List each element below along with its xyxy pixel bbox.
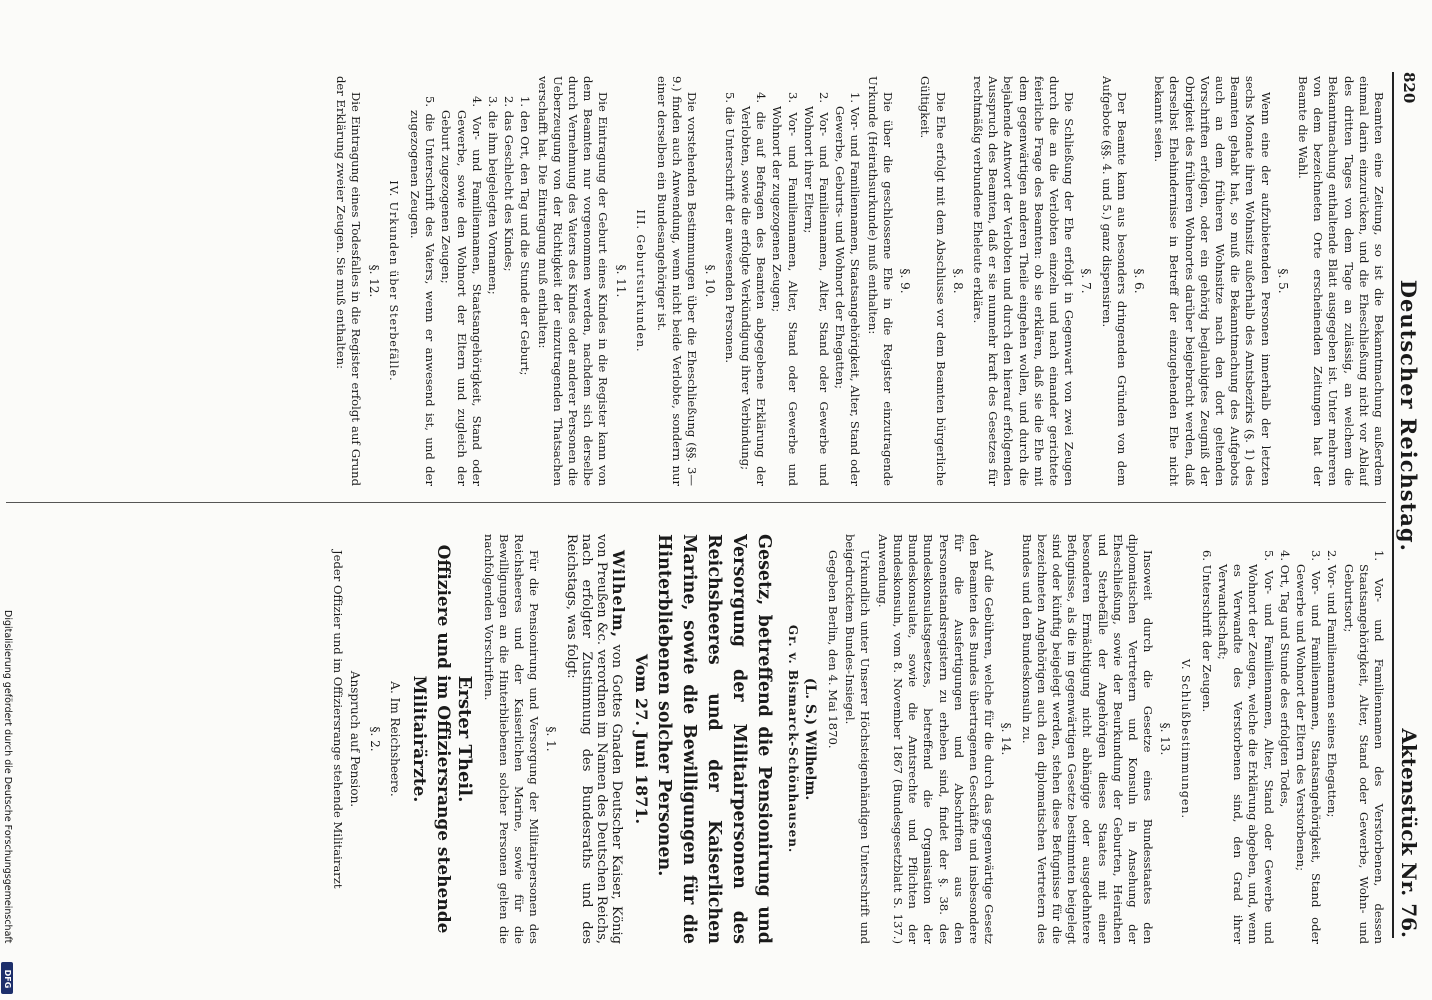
law-title: Gesetz, betreffend die Pensionirung und Versorgung der Militairpersonen des Reichsheeres und der Kaiserlichen Marine, sowie die Bewilligungen für die Hinterbliebenen solcher Personen. [654,534,775,944]
section-heading: §. 13. [1158,722,1173,756]
section-heading: §. 8. [950,268,965,294]
section-heading: §. 2. [368,726,383,752]
law-date: Vom 27. Juni 1871. [632,653,652,825]
emperor-name: Wilhelm, [609,550,629,639]
left-column [6,76,1386,486]
attestation: Urkundlich unter Unserer Höchsteigenhändigen Unterschrift und beigedrucktem Bundes-Insiegel. [843,534,873,944]
section-text: Der Beamte kann aus besonders dringenden Gründen von dem Aufgebote (§§. 4. und 5.) ganz dispensiren. [1099,76,1129,486]
part-heading: IV. Urkunden über Sterbefälle. [386,180,400,382]
section-text: Wenn eine der aufzubietenden Personen innerhalb der letzten sechs Monate ihren Wohnsitz außerhalb des Amtsbezirks (§. 1) des Beamten gehabt hat, so muß die Bekanntmachung des Aufgebots auch an dem früheren Wohnsitze nach den dort geltenden Vorschriften erfolgen, oder ein gehörig beglaubigtes Zeugniß der Obrigkeit des früheren Wohnortes darüber beigebracht werden, daß derselbst Ehehindernisse in Betreff der einzugehenden Ehe nicht bekannt seien. [1152,76,1273,486]
dfg-logo [1,962,13,994]
seal-mark: (L. S.) [801,677,818,726]
section-text: Auf die Gebühren, welche für die durch das gegenwärtige Gesetz den Beamten des Bundes übertragenen Geschäfte und insbesondere für die Ausfertigungen und Abschriften aus den Personenstandsregistern zu erheben sind, findet der §. 38. des Bundeskonsulatsgesetzes, betreffend die Organisation der Bundeskonsulate, sowie die Amtsrechte und Pflichten der Bundeskonsuln, vom 8. November 1867 (Bundesgesetzblatt S. 137.) Anwendung. [875,534,997,944]
part-subtitle: Offiziere und im Offiziersrange stehende Militairärzte. [409,544,454,934]
part-heading: V. Schlußbestimmungen. [1178,658,1192,820]
signature: Wilhelm. [801,729,818,801]
section-heading: §. 9. [898,268,913,294]
digitization-text: Digitalisierung gefördert durch die Deutsche Forschungsgemeinschaft [2,610,13,944]
section-text: Die Schließung der Ehe erfolgt in Gegenwart von zwei Zeugen durch die an die Verlobten einzeln und nach einander gerichtete feierliche Frage des Beamten: ob sie erklären, daß sie die Ehe mit dem gegenwärtigen anderen Theile eingehen wollen, und durch die bejahende Antwort der Verlobten und durch den hierauf erfolgenden Ausspruch des Beamten, daß er sie nunmehr kraft des Gesetzes für rechtmäßig verbundene Eheleute erkläre. [970,76,1077,486]
list-item: 5. die Unterschrift der anwesenden Personen. [722,92,737,363]
publication-title: Deutscher Reichstag. [1396,279,1422,552]
page-number: 820 [1400,72,1418,104]
list-item: 5. die Unterschrift des Vaters, wenn er anwesend ist, und der zugezogenen Zeugen. [408,96,438,486]
list-item: 3. Vor- und Familiennamen, Alter, Stand oder Gewerbe und Wohnort der zugezogenen Zeugen; [770,92,800,486]
part-heading: III. Geburtsurkunden. [633,209,647,353]
section-text: Die Eintragung eines Todesfalles in die Register erfolgt auf Grund der Erklärung zweier Zeugen. Sie muß enthalten: [334,76,364,486]
intro-paragraph: Beamten eine Zeitung, so ist die Bekanntmachung außerdem einmal darin einzurücken, und die Eheschließung nicht vor Ablauf des dritten Tages von dem Tage an zulässig, an welchem die Bekanntmachung enthaltende Blatt ausgegeben ist. Unter mehreren von dem bezeichneten Orte erscheinenden Zeitungen hat der Beamte die Wahl. [1295,76,1386,486]
section-text: Insoweit durch die Gesetze eines Bundesstaates den diplomatischen Vertretern und Konsuln in Ansehung der Eheschließung, sowie der Beurkundung der Geburten, Heirathen und Sterbefälle der Angehörigen dieses Staates mit einer besonderen Ermächtigung nicht abhängige oder ausgedehntere Befugnisse, als die im gegenwärtigen Gesetze bestimmten beigelegt sind oder künftig beigelegt werden, stehen diese Befugnisse für die bezeichneten Angehörigen auch den diplomatischen Vertretern des Bundes und den Bundeskonsuln zu. [1019,534,1156,944]
section-heading: §. 6. [1131,268,1146,294]
countersignature: Gr. v. Bismarck-Schönhausen. [785,624,800,854]
list-item: 3. Vor- und Familiennamen, Staatsangehörigkeit, Stand oder Gewerbe und Wohnort der Eltern des Verstorbenen; [1293,550,1324,944]
list-item: 2. Vor- und Familiennamen, Alter, Stand oder Gewerbe und Wohnort ihrer Eltern; [801,92,832,486]
list-item: 4. Vor- und Familiennamen, Staatsangehörigkeit, Stand oder Gewerbe, sowie den Wohnort der Eltern und zugleich der Geburt zugezogenen Zeugen; [439,96,484,486]
section-text: Die vorstehenden Bestimmungen über die Eheschließung (§§. 3—9.) finden auch Anwendung, wenn nicht beide Verlobte, sondern nur einer derselben ein Bundesangehöriger ist. [655,76,700,486]
section-text: Jeder Offizier und im Offiziersrange stehende Militairarzt [330,550,345,889]
column-divider [6,502,1386,503]
list-item: 5. Vor- und Familiennamen, Alter, Stand oder Gewerbe und Wohnort der Zeugen, welche die Erklärung abgeben, und, wenn es Verwandte des Verstorbenen sind, den Grad ihrer Verwandtschaft; [1215,550,1276,944]
section-heading: §. 10. [702,264,717,298]
digitization-note [0,610,14,1000]
document-number: Aktenstück Nr. 76. [1397,728,1421,938]
list-item: 1. Vor- und Familiennamen des Verstorbenen, dessen Staatsangehörigkeit, Alter, Stand oder Gewerbe, Wohn- und Geburtsort; [1341,550,1386,944]
date-place: Gegeben Berlin, den 4. Mai 1870. [826,550,841,749]
list-item: 4. die auf Befragen des Beamten abgegebene Erklärung der Verlobten, sowie die erfolgte Verkündigung ihrer Verbindung; [739,92,769,486]
section-heading: §. 14. [999,722,1014,756]
list-item: 6. Unterschrift der Zeugen. [1199,550,1214,713]
section-text: Die über die geschlossene Ehe in die Register einzutragende Urkunde (Heirathsurkunde) muß enthalten: [865,76,895,486]
section-text: Für die Pensionirung und Versorgung der Militairpersonen des Reichsheeres und der Kaiserlichen Marine, sowie für die Bewilligungen an die Hinterbliebenen solcher Personen gelten die nachfolgenden Vorschriften. [481,534,542,944]
signature-block [802,534,817,944]
section-heading: §. 11. [613,264,628,298]
section-heading: §. 5. [1275,268,1290,294]
list-item: 1. Vor- und Familiennamen, Staatsangehörigkeit, Alter, Stand oder Gewerbe, Geburts- und Wohnort der Ehegatten; [833,92,863,486]
page-header [1392,72,1424,938]
enactment-text: von Gottes Gnaden Deutscher Kaiser, König von Preußen &c. verordnen im Namen des Deutschen Reichs, nach erfolgter Zustimmung des Bundesraths und des Reichstags, was folgt: [563,534,625,944]
list-item: 3. die ihm beigelegten Vornamen; [486,96,501,295]
right-column [6,534,1386,944]
dfg-logo-text: DFG [3,969,12,989]
list-item: 2. das Geschlecht des Kindes; [502,96,517,272]
section-text: Die Eintragung der Geburt eines Kindes in die Register kann von dem Beamten nur vorgenommen werden, nachdem sich derselbe durch Vernehmung des Vaters des Kindes oder anderer Personen die Ueberzeugung von der Richtigkeit der einzutragenden Thatsachen verschafft hat. Die Eintragung muß enthalten: [535,76,611,486]
list-item: 1. den Ort, den Tag und die Stunde der Geburt; [518,96,533,376]
part-title: Erster Theil. [454,675,476,803]
section-heading: §. 7. [1079,268,1094,294]
list-item: 2. Vor- und Familiennamen seines Ehegatten; [1325,550,1340,818]
enactment-clause [563,534,629,944]
list-item: 4. Ort, Tag und Stunde des erfolgten Todes, [1277,550,1292,808]
section-heading: §. 12. [366,264,381,298]
section-text: Die Ehe erfolgt mit dem Abschlusse vor dem Beamten bürgerliche Gültigkeit. [918,76,948,486]
section-subtitle: Anspruch auf Pension. [347,670,362,808]
section-heading: §. 1. [544,726,559,752]
subsection-heading: A. Im Reichsheere. [388,681,403,797]
